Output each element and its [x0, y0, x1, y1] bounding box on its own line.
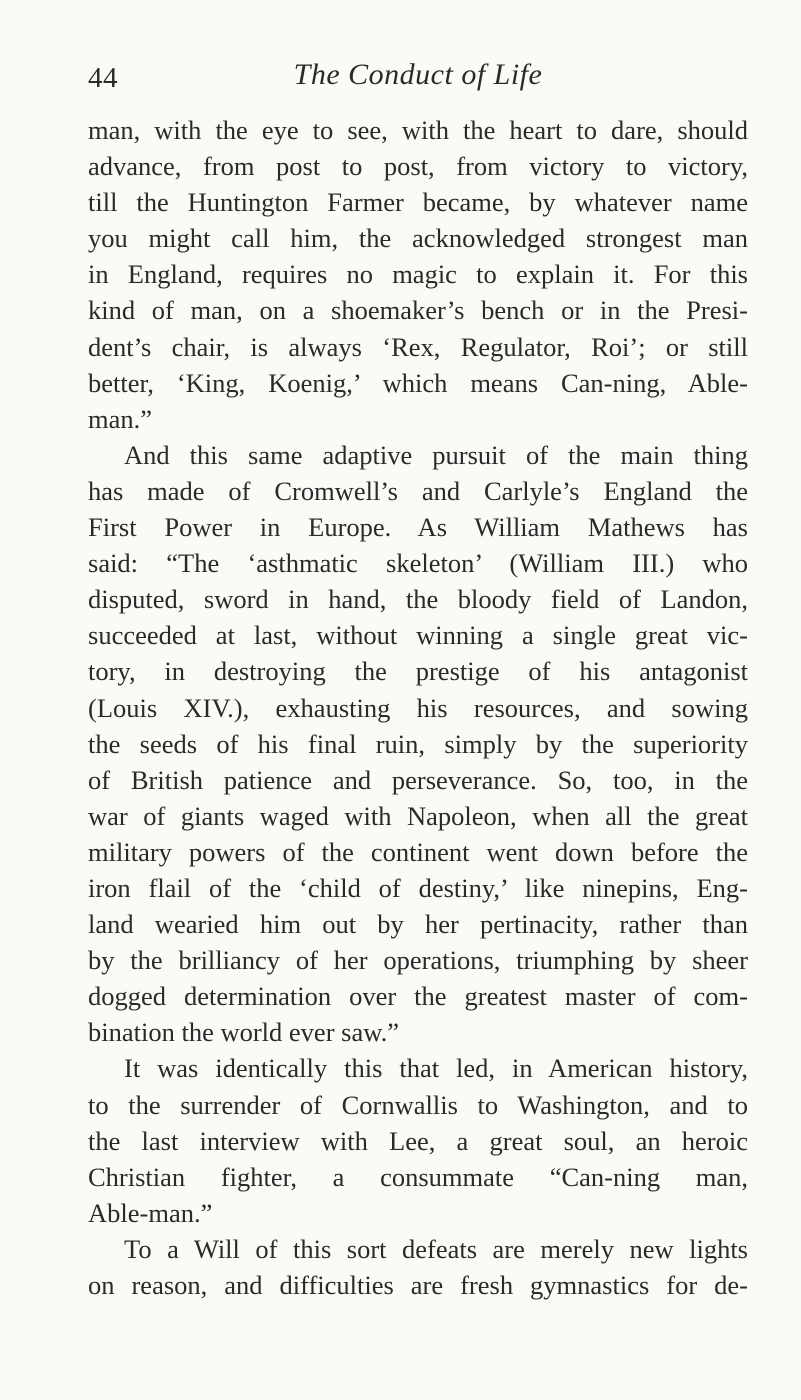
text-line: better, ‘King, Koenig,’ which means Can-ning, Able- [88, 367, 748, 398]
text-line: the seeds of his final ruin, simply by the superiority [88, 728, 748, 759]
text-line: till the Huntington Farmer became, by whatever name [88, 187, 748, 218]
text-line: you might call him, the acknowledged strongest man [88, 223, 748, 254]
text-line: Christian fighter, a consummate “Can-ning man, [88, 1161, 748, 1192]
text-line: has made of Cromwell’s and Carlyle’s England the [88, 475, 748, 506]
text-line: kind of man, on a shoemaker’s bench or in the Presi- [88, 295, 748, 326]
paragraph-start-line: To a Will of this sort defeats are merely new lights [124, 1233, 748, 1264]
text-line: of British patience and perseverance. So, too, in the [88, 764, 748, 795]
paragraph-start-line: It was identically this that led, in American history, [124, 1053, 748, 1084]
text-line: tory, in destroying the prestige of his antagonist [88, 656, 748, 687]
text-line: said: “The ‘asthmatic skeleton’ (William III.) who [88, 548, 748, 579]
text-line: Able-man.” [88, 1197, 213, 1228]
text-line: (Louis XIV.), exhausting his resources, and sowing [88, 692, 748, 723]
body-text [88, 112, 748, 1303]
page-number: 44 [88, 62, 118, 94]
text-line: disputed, sword in hand, the bloody field of Landon, [88, 584, 748, 615]
text-line: man, with the eye to see, with the heart to dare, should [88, 115, 748, 145]
paragraph-start-line: And this same adaptive pursuit of the main thing [124, 439, 748, 470]
text-line: man.” [88, 403, 153, 434]
text-line: dogged determination over the greatest master of com- [88, 981, 748, 1012]
text-line: land wearied him out by her pertinacity, rather than [88, 909, 748, 940]
text-line: by the brilliancy of her operations, triumphing by sheer [88, 945, 748, 976]
running-head [88, 58, 748, 102]
text-line: military powers of the continent went down before the [88, 836, 748, 867]
text-line: advance, from post to post, from victory to victory, [88, 151, 748, 182]
page-title: The Conduct of Life [293, 58, 543, 91]
text-line: to the surrender of Cornwallis to Washington, and to [88, 1089, 748, 1120]
text-line: on reason, and difficulties are fresh gymnastics for de- [88, 1270, 748, 1300]
text-line: the last interview with Lee, a great soul, an heroic [88, 1125, 748, 1156]
text-line: dent’s chair, is always ‘Rex, Regulator, Roi’; or still [88, 331, 748, 362]
text-line: bination the world ever saw.” [88, 1017, 400, 1048]
text-line: war of giants waged with Napoleon, when all the great [88, 800, 748, 831]
text-line: in England, requires no magic to explain it. For this [88, 259, 748, 290]
text-line: First Power in Europe. As William Mathews has [88, 512, 748, 543]
text-line: iron flail of the ‘child of destiny,’ like ninepins, Eng- [88, 872, 748, 903]
text-line: succeeded at last, without winning a single great vic- [88, 620, 748, 651]
